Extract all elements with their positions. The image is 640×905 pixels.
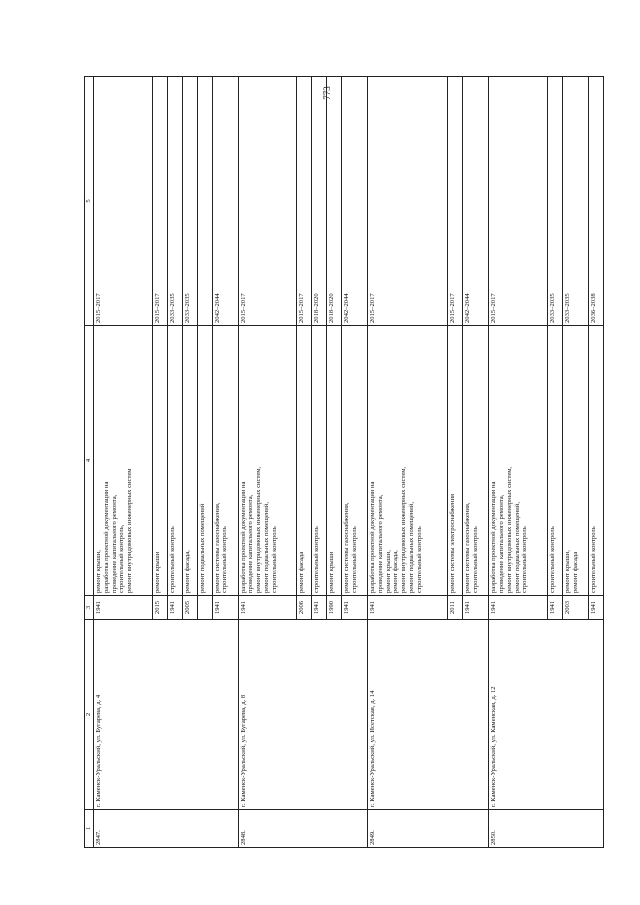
period-cell: 2042–2044 <box>463 77 489 326</box>
record-number: 2848. <box>238 810 368 848</box>
period-cell: 2033–2035 <box>167 77 182 326</box>
period-cell: 2018–2020 <box>312 77 327 326</box>
work-description-cell: ремонт фасада, <box>182 326 197 596</box>
col-header-1: 1 <box>85 810 94 848</box>
table-row <box>238 77 297 848</box>
period-cell: 2036–2038 <box>588 77 603 326</box>
work-description-cell: ремонт крыши <box>327 326 342 596</box>
year-cell: 1941 <box>94 596 153 620</box>
period-cell: 2015–2017 <box>489 77 548 326</box>
record-address: г. Каменск-Уральский, ул. Исетская, д. 14 <box>368 620 489 810</box>
year-cell: 1941 <box>167 596 182 620</box>
year-cell: 1941 <box>547 596 562 620</box>
work-description-cell: ремонт крыши <box>152 326 167 596</box>
period-cell <box>197 77 212 326</box>
year-cell <box>197 596 212 620</box>
col-header-3: 3 <box>85 596 94 620</box>
col-header-5: 5 <box>85 77 94 326</box>
record-address: г. Каменск-Уральский, ул. Бугарева, д. 8 <box>238 620 368 810</box>
table-row <box>489 77 548 848</box>
year-cell: 2003 <box>562 596 588 620</box>
period-cell: 2042–2044 <box>342 77 368 326</box>
year-cell: 1941 <box>368 596 448 620</box>
work-description-cell: ремонт крыши, ремонт фасада <box>562 326 588 596</box>
period-cell: 2015–2017 <box>368 77 448 326</box>
work-description-cell: разработка проектной документации на проведение капитального ремонта, ремонт крыши, ремонт фасада, ремонт внутридомовых инженерных систем, ремонт подвальных помещений, строительный контроль <box>368 326 448 596</box>
year-cell: 1941 <box>312 596 327 620</box>
period-cell: 2042–2044 <box>212 77 238 326</box>
col-header-4: 4 <box>85 326 94 596</box>
table-row <box>368 77 448 848</box>
page-number: 773 <box>322 86 332 100</box>
work-description-cell: разработка проектной документации на проведение капитального ремонта, ремонт внутридомовых инженерных систем, ремонт подвальных помещений, строительный контроль <box>489 326 548 596</box>
work-description-cell: ремонт системы газоснабжения, строительный контроль <box>212 326 238 596</box>
period-cell: 2018–2020 <box>327 77 342 326</box>
year-cell: 2011 <box>448 596 463 620</box>
capital-repair-table <box>84 76 604 848</box>
record-address: г. Каменск-Уральский, ул. Бугарева, д. 4 <box>94 620 239 810</box>
year-cell: 2015 <box>152 596 167 620</box>
work-description-cell: строительный контроль <box>312 326 327 596</box>
work-description-cell: ремонт крыши, разработка проектной документации на проведение капитального ремонта, строительный контроль, ремонт внутридомовых инженерных систем <box>94 326 153 596</box>
record-number: 2849. <box>368 810 489 848</box>
period-cell: 2015–2017 <box>152 77 167 326</box>
work-description-cell: строительный контроль <box>588 326 603 596</box>
year-cell: 2006 <box>297 596 312 620</box>
year-cell: 1990 <box>327 596 342 620</box>
period-cell: 2015–2017 <box>448 77 463 326</box>
record-address: г. Каменск-Уральский, ул. Каменская, д. 12 <box>489 620 604 810</box>
work-description-cell: ремонт системы газоснабжения, строительный контроль <box>463 326 489 596</box>
work-description-cell: ремонт системы газоснабжения, строительный контроль <box>342 326 368 596</box>
work-description-cell: ремонт фасада <box>297 326 312 596</box>
period-cell: 2015–2017 <box>297 77 312 326</box>
period-cell: 2015–2017 <box>94 77 153 326</box>
period-cell: 2033–2035 <box>182 77 197 326</box>
period-cell: 2033–2035 <box>562 77 588 326</box>
period-cell: 2015–2017 <box>238 77 297 326</box>
column-numbers-row <box>85 77 94 848</box>
year-cell: 1941 <box>489 596 548 620</box>
rotated-table-container <box>84 77 604 848</box>
period-cell: 2033–2035 <box>547 77 562 326</box>
year-cell: 1941 <box>463 596 489 620</box>
work-description-cell: разработка проектной документации на проведение капитального ремонта, ремонт внутридомовых инженерных систем, ремонт подвальных помещений, строительный контроль <box>238 326 297 596</box>
work-description-cell: ремонт подвальных помещений <box>197 326 212 596</box>
year-cell: 1941 <box>588 596 603 620</box>
work-description-cell: ремонт системы электроснабжения <box>448 326 463 596</box>
record-number: 2850. <box>489 810 604 848</box>
work-description-cell: строительный контроль <box>547 326 562 596</box>
year-cell: 2005 <box>182 596 197 620</box>
col-header-2: 2 <box>85 620 94 810</box>
year-cell: 1941 <box>342 596 368 620</box>
work-description-cell: строительный контроль <box>167 326 182 596</box>
table-row <box>94 77 153 848</box>
year-cell: 1941 <box>212 596 238 620</box>
record-number: 2847. <box>94 810 239 848</box>
table-body <box>94 77 604 848</box>
year-cell: 1941 <box>238 596 297 620</box>
